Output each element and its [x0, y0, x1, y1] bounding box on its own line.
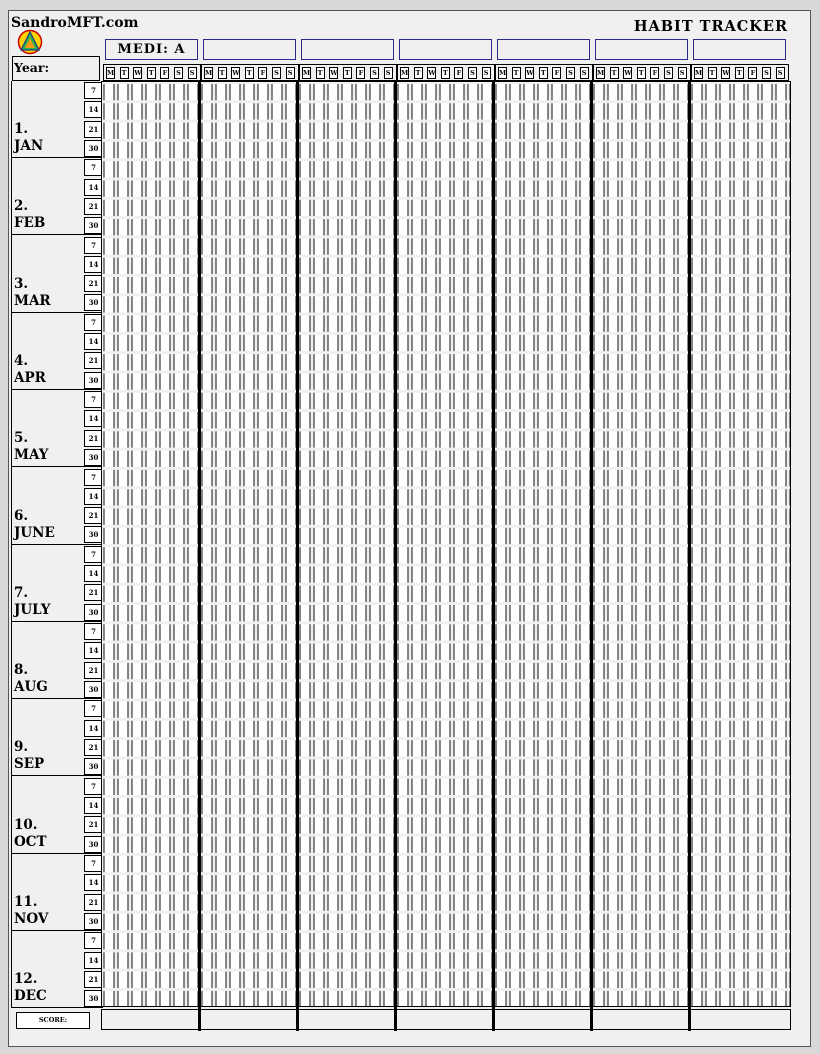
weekday-label: S	[370, 67, 379, 79]
week-marker: 30	[84, 913, 103, 930]
month-label	[14, 353, 46, 387]
weekday-label: S	[580, 67, 589, 79]
weekday-header-6	[593, 64, 691, 81]
month-number: 6.	[14, 507, 29, 524]
weekday-label: W	[134, 69, 142, 77]
week-marker: 7	[84, 932, 103, 949]
month-name: JULY	[14, 601, 51, 618]
weekday-label: M	[401, 69, 409, 77]
week-marker: 7	[84, 855, 103, 872]
habit-column-divider	[590, 81, 593, 1031]
week-marker: 14	[84, 720, 103, 737]
month-number: 3.	[14, 275, 29, 292]
weekday-label: M	[107, 69, 115, 77]
weekday-label: F	[552, 67, 561, 79]
week-marker: 30	[84, 526, 103, 543]
week-marker: 14	[84, 333, 103, 350]
month-label	[14, 508, 55, 542]
weekday-label: S	[286, 67, 295, 79]
weekday-label: S	[566, 67, 575, 79]
weekday-label: W	[330, 69, 338, 77]
habit-name-field-6[interactable]	[595, 39, 688, 60]
month-name: DEC	[14, 988, 47, 1005]
month-number: 7.	[14, 584, 29, 601]
week-marker: 7	[84, 700, 103, 717]
week-marker: 14	[84, 565, 103, 582]
month-label	[14, 662, 48, 696]
month-block	[12, 622, 103, 699]
month-name: APR	[14, 369, 46, 386]
weekday-label: S	[272, 67, 281, 79]
month-number: 4.	[14, 352, 29, 369]
week-marker: 14	[84, 874, 103, 891]
weekday-header-4	[397, 64, 495, 81]
page-title: HABIT TRACKER	[633, 18, 788, 35]
habit-name-field-3[interactable]	[301, 39, 394, 60]
weekday-label: S	[482, 67, 491, 79]
week-marker: 7	[84, 546, 103, 563]
month-label	[14, 894, 48, 928]
month-label	[14, 430, 48, 464]
habit-column-divider	[198, 81, 201, 1031]
month-number: 11.	[14, 894, 38, 910]
week-marker: 30	[84, 140, 103, 157]
weekday-label: T	[316, 67, 325, 79]
month-name: AUG	[14, 679, 48, 696]
month-number: 5.	[14, 430, 29, 447]
weekday-label: W	[428, 69, 436, 77]
month-number: 1.	[14, 121, 29, 137]
week-marker: 7	[84, 469, 103, 486]
month-label	[14, 971, 47, 1005]
month-number: 9.	[14, 739, 29, 756]
week-marker: 21	[84, 816, 103, 833]
weekday-header-7	[691, 64, 789, 81]
weekday-label: F	[258, 67, 267, 79]
month-name: JAN	[14, 138, 44, 154]
week-marker: 30	[84, 681, 103, 698]
week-marker: 21	[84, 198, 103, 215]
weekday-label: T	[343, 67, 352, 79]
weekday-label: S	[384, 67, 393, 79]
week-marker: 7	[84, 159, 103, 176]
month-block	[12, 81, 103, 158]
score-box[interactable]: SCORE:	[16, 1012, 90, 1029]
habit-name-field-2[interactable]	[203, 39, 296, 60]
month-name: SEP	[14, 756, 45, 773]
site-name: SandroMFT.com	[11, 15, 139, 31]
habit-column-divider	[492, 81, 495, 1031]
weekday-label: M	[205, 69, 213, 77]
month-block	[12, 854, 103, 931]
habit-column-divider	[296, 81, 299, 1031]
weekday-header-1	[103, 64, 201, 81]
weekday-label: F	[356, 67, 365, 79]
month-number: 8.	[14, 662, 29, 679]
week-marker: 30	[84, 217, 103, 234]
weekday-header-2	[201, 64, 299, 81]
week-marker: 14	[84, 256, 103, 273]
weekday-label: W	[722, 69, 730, 77]
month-label	[14, 276, 51, 310]
month-name: JUNE	[14, 524, 55, 541]
week-marker: 21	[84, 275, 103, 292]
week-marker: 21	[84, 507, 103, 524]
weekday-label: S	[664, 67, 673, 79]
week-marker: 14	[84, 179, 103, 196]
weekday-label: T	[218, 67, 227, 79]
month-name: FEB	[14, 215, 46, 232]
weekday-label: T	[610, 67, 619, 79]
month-block	[12, 699, 103, 776]
week-marker: 21	[84, 894, 103, 911]
month-block	[12, 777, 103, 854]
month-block	[12, 545, 103, 622]
week-marker: 14	[84, 410, 103, 427]
month-block	[12, 390, 103, 467]
weekday-label: T	[147, 67, 156, 79]
week-marker: 7	[84, 391, 103, 408]
week-marker: 7	[84, 778, 103, 795]
week-marker: 21	[84, 971, 103, 988]
month-name: OCT	[14, 833, 47, 850]
month-number: 2.	[14, 198, 29, 215]
year-field[interactable]: Year:	[12, 56, 100, 81]
weekday-label: T	[735, 67, 744, 79]
month-name: NOV	[14, 911, 49, 927]
month-label	[14, 121, 43, 155]
weekday-label: T	[512, 67, 521, 79]
habit-name-field-4[interactable]	[399, 39, 492, 60]
weekday-label: M	[303, 69, 311, 77]
week-marker: 14	[84, 101, 103, 118]
weekday-label: W	[526, 69, 534, 77]
month-name: MAR	[14, 292, 51, 309]
month-label	[14, 198, 45, 232]
week-marker: 14	[84, 952, 103, 969]
week-marker: 30	[84, 604, 103, 621]
week-marker: 30	[84, 449, 103, 466]
week-marker: 21	[84, 662, 103, 679]
week-marker: 14	[84, 642, 103, 659]
weekday-label: M	[597, 69, 605, 77]
habit-name-field-5[interactable]	[497, 39, 590, 60]
habit-name-field-1[interactable]: MEDI: A	[105, 39, 198, 60]
week-marker: 7	[84, 237, 103, 254]
month-label	[14, 585, 50, 619]
weekday-label: T	[637, 67, 646, 79]
triangle-circle-logo-icon	[17, 29, 43, 55]
weekday-label: S	[188, 67, 197, 79]
weekday-label: F	[650, 67, 659, 79]
week-marker: 7	[84, 82, 103, 99]
month-number: 10.	[14, 816, 38, 833]
weekday-label: F	[160, 67, 169, 79]
month-block	[12, 236, 103, 313]
habit-name-field-7[interactable]	[693, 39, 786, 60]
weekday-header-3	[299, 64, 397, 81]
week-marker: 21	[84, 430, 103, 447]
week-marker: 30	[84, 294, 103, 311]
weekday-label: S	[468, 67, 477, 79]
week-marker: 30	[84, 836, 103, 853]
month-number: 12.	[14, 971, 38, 988]
week-marker: 21	[84, 352, 103, 369]
week-marker: 21	[84, 739, 103, 756]
weekday-label: T	[414, 67, 423, 79]
month-block	[12, 158, 103, 235]
month-label	[14, 739, 44, 773]
month-block	[12, 313, 103, 390]
month-label-column	[11, 81, 102, 1008]
weekday-label: T	[708, 67, 717, 79]
weekday-label: M	[695, 69, 703, 77]
weekday-label: M	[499, 69, 507, 77]
weekday-label: S	[762, 67, 771, 79]
weekday-label: T	[441, 67, 450, 79]
weekday-header-5	[495, 64, 593, 81]
week-marker: 30	[84, 372, 103, 389]
habit-column-divider	[394, 81, 397, 1031]
weekday-label: F	[748, 67, 757, 79]
month-block	[12, 931, 103, 1008]
week-marker: 21	[84, 584, 103, 601]
weekday-label: T	[539, 67, 548, 79]
weekday-label: S	[776, 67, 785, 79]
habit-column-divider	[688, 81, 691, 1031]
week-marker: 7	[84, 314, 103, 331]
weekday-label: W	[232, 69, 240, 77]
weekday-label: T	[120, 67, 129, 79]
weekday-label: F	[454, 67, 463, 79]
week-marker: 30	[84, 758, 103, 775]
weekday-label: T	[245, 67, 254, 79]
month-name: MAY	[14, 447, 49, 464]
weekday-label: W	[624, 69, 632, 77]
weekday-label: S	[678, 67, 687, 79]
habit-tracker-sheet	[8, 10, 811, 1047]
weekday-label: S	[174, 67, 183, 79]
week-marker: 14	[84, 488, 103, 505]
week-marker: 14	[84, 797, 103, 814]
month-block	[12, 468, 103, 545]
week-marker: 21	[84, 121, 103, 138]
week-marker: 30	[84, 990, 103, 1007]
week-marker: 7	[84, 623, 103, 640]
month-label	[14, 817, 47, 851]
